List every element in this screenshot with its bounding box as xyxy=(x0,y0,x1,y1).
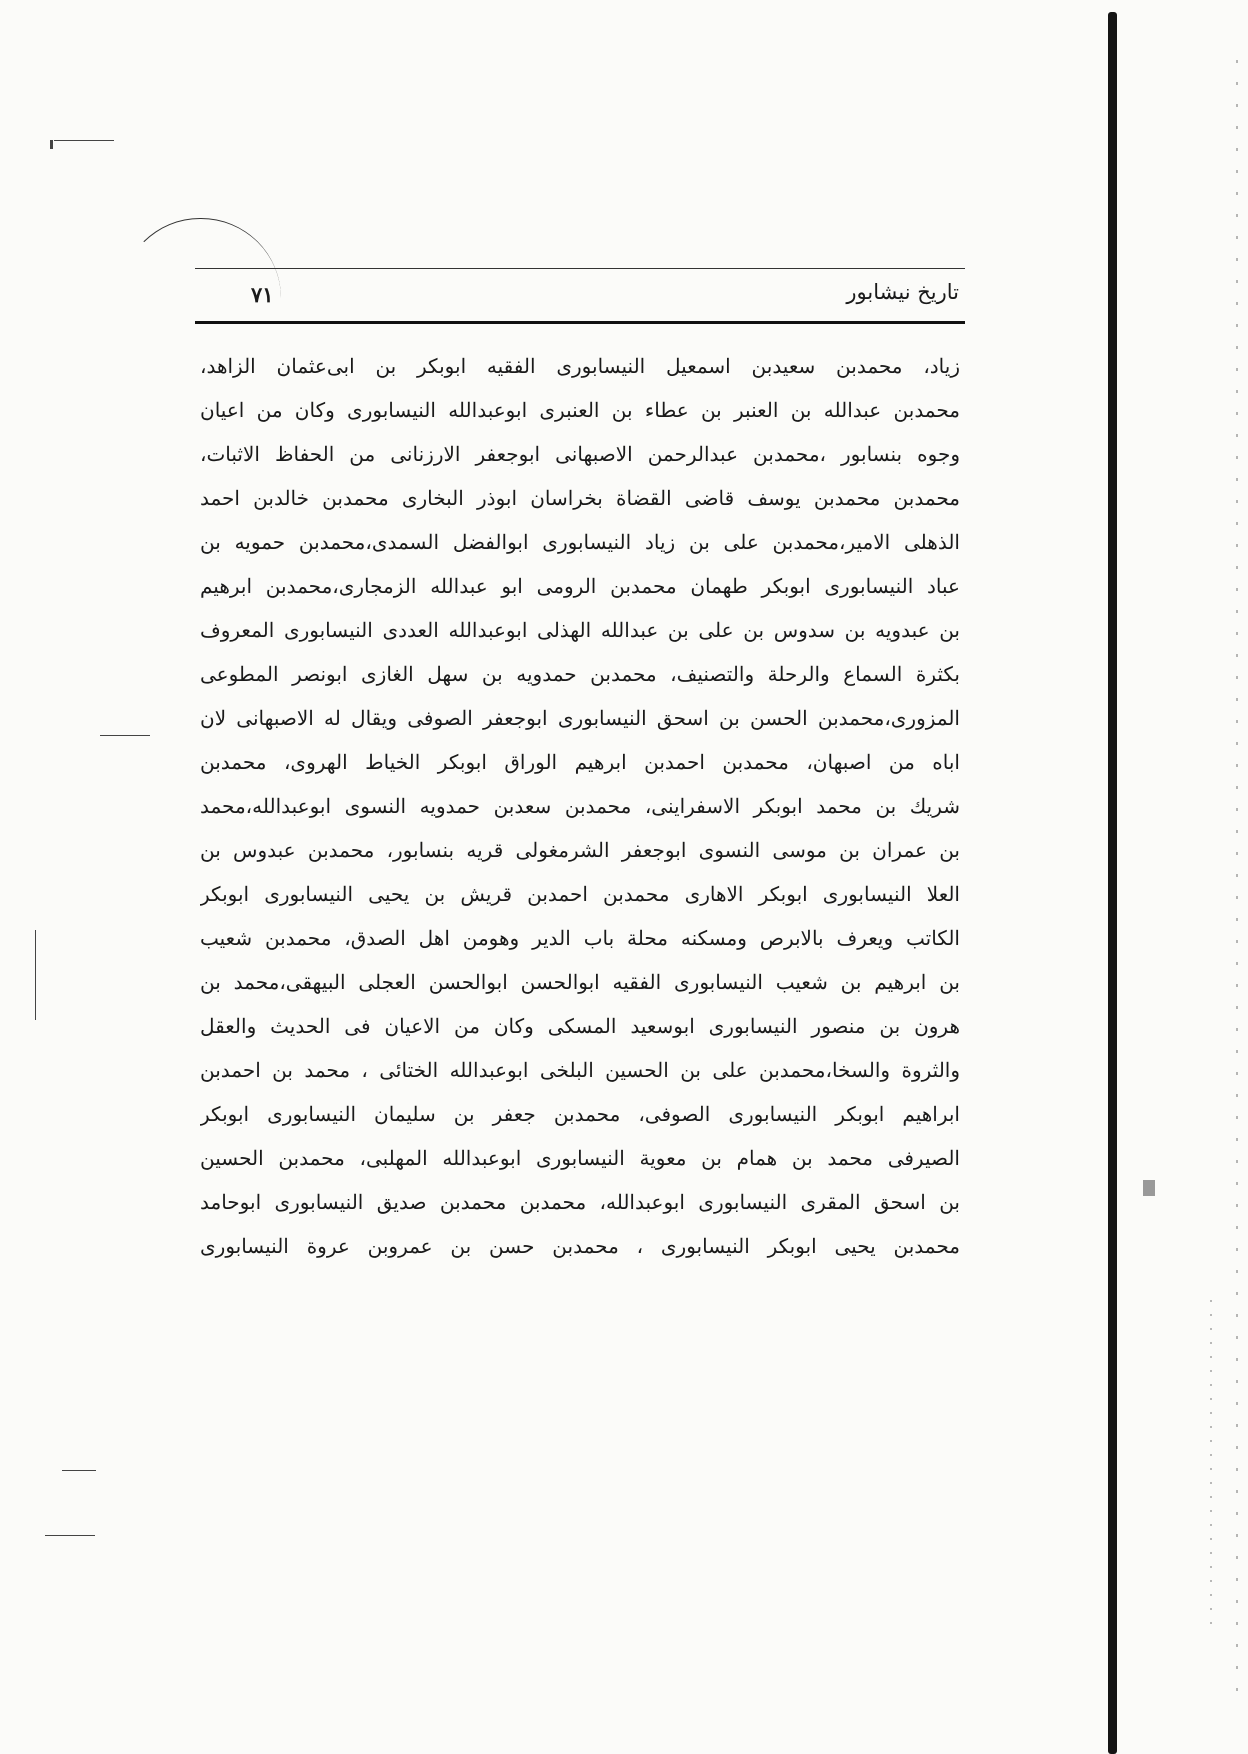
text-line: اباه من اصبهان، محمدبن احمدبن ابرهيم الوراق ابوبكر الخياط الهروی، محمدبن xyxy=(200,750,960,774)
text-line: والثروة والسخا،محمدبن علی بن الحسين البلخی ابوعبدالله الختائی ، محمد بن احمدبن xyxy=(200,1058,960,1082)
scan-speck xyxy=(100,735,150,736)
text-line: العلا النيسابوری ابوبكر الاهاری محمدبن احمدبن قريش بن يحيی النيسابوری ابوبكر xyxy=(200,882,960,906)
header-top-rule xyxy=(195,268,965,269)
text-line: بن عبدويه بن سدوس بن علی بن عبدالله الهذلی ابوعبدالله العددی النيسابوری المعروف xyxy=(200,618,960,642)
scan-speck xyxy=(45,1535,95,1536)
text-line: زياد، محمدبن سعيدبن اسمعيل النيسابوری الفقيه ابوبكر بن ابی‌عثمان الزاهد، xyxy=(200,354,960,378)
text-line: المزوری،محمدبن الحسن بن اسحق النيسابوری ابوجعفر الصوفی ويقال له الاصبهانی لان xyxy=(200,706,960,730)
text-line: الصيرفی محمد بن همام بن معوية النيسابوری ابوعبدالله المهلبی، محمدبن الحسين xyxy=(200,1146,960,1170)
running-title: تاريخ نيشابور xyxy=(846,280,959,304)
scan-speck xyxy=(50,140,53,149)
page-number: ٧١ xyxy=(251,282,274,307)
text-line: عباد النيسابوری ابوبكر طهمان محمدبن الرومی ابو عبدالله الزمجاری،محمدبن ابرهيم xyxy=(200,574,960,598)
scan-speck xyxy=(35,930,36,1020)
text-line: شريك بن محمد ابوبكر الاسفراينی، محمدبن سعدبن حمدويه النسوی ابوعبدالله،محمد xyxy=(200,794,960,818)
text-line: الكاتب ويعرف بالابرص ومسكنه محلة باب الدير وهومن اهل الصدق، محمدبن شعيب xyxy=(200,926,960,950)
text-line: بكثرة السماع والرحلة والتصنيف، محمدبن حمدويه بن سهل الغازی ابونصر المطوعی xyxy=(200,662,960,686)
scan-edge-marks xyxy=(1236,60,1238,1700)
text-line: هرون بن منصور النيسابوری ابوسعيد المسكی وكان من الاعيان فی الحديث والعقل xyxy=(200,1014,960,1038)
text-line: بن اسحق المقری النيسابوری ابوعبدالله، محمدبن محمدبن صديق النيسابوری ابوحامد xyxy=(200,1190,960,1214)
text-line: محمدبن يحيی ابوبكر النيسابوری ، محمدبن حسن بن عمروبن عروة النيسابوری xyxy=(200,1234,960,1258)
header-bottom-rule xyxy=(195,321,965,324)
text-line: بن عمران بن موسی النسوی ابوجعفر الشرمغولی قريه بنسابور، محمدبن عبدوس بن xyxy=(200,838,960,862)
scan-speck xyxy=(54,140,114,141)
scan-edge-marks-lower xyxy=(1210,1300,1212,1630)
text-line: محمدبن عبدالله بن العنبر بن عطاء بن العنبری ابوعبدالله النيسابوری وكان من اعيان xyxy=(200,398,960,422)
page-header xyxy=(195,268,965,328)
text-line: وجوه بنسابور ،محمدبن عبدالرحمن الاصبهانی ابوجعفر الارزنانی من الحفاظ الاثبات، xyxy=(200,442,960,466)
body-text xyxy=(200,344,960,1268)
scan-speck xyxy=(1143,1180,1155,1196)
text-line: محمدبن محمدبن يوسف قاضی القضاة بخراسان ابوذر البخاری محمدبن خالدبن احمد xyxy=(200,486,960,510)
text-line: ابراهيم ابوبكر النيسابوری الصوفی، محمدبن جعفر بن سليمان النيسابوری ابوبكر xyxy=(200,1102,960,1126)
text-line: الذهلی الامير،محمدبن علی بن زياد النيسابوری ابوالفضل السمدی،محمدبن حمويه بن xyxy=(200,530,960,554)
text-line: بن ابرهيم بن شعيب النيسابوری الفقيه ابوالحسن ابوالحسن العجلی البيهقی،محمد بن xyxy=(200,970,960,994)
binding-shadow xyxy=(1108,12,1117,1754)
scan-speck xyxy=(62,1470,96,1471)
